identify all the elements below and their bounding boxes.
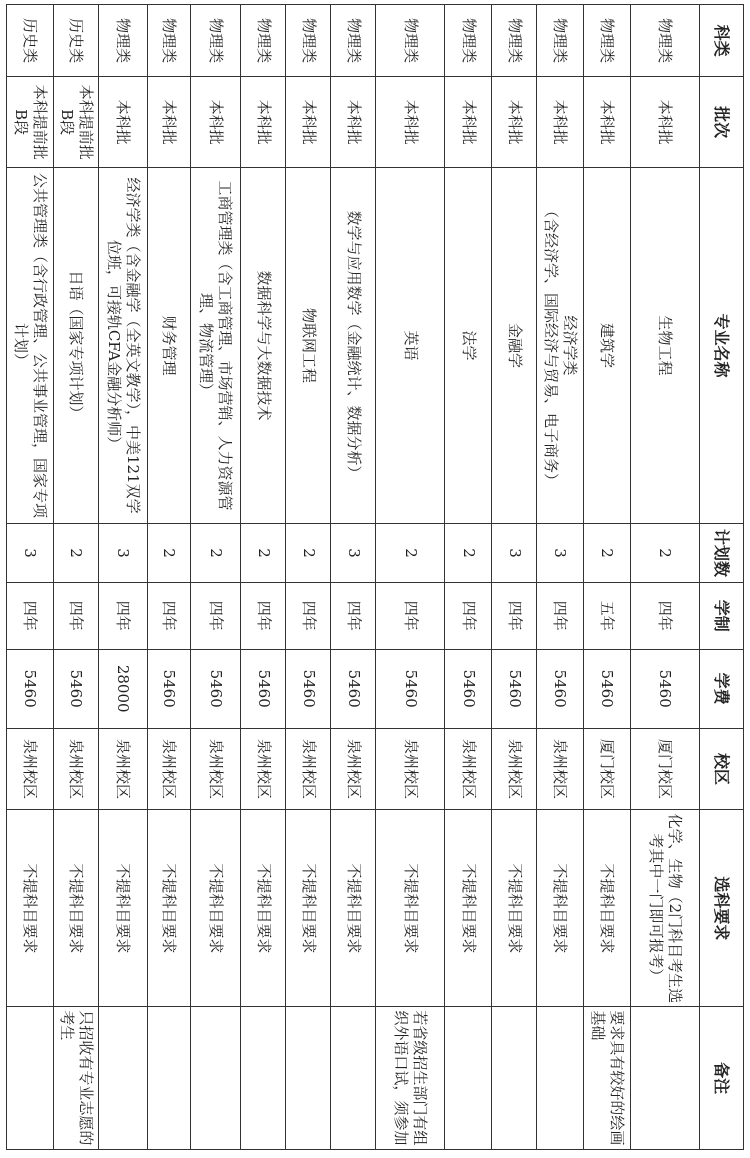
header-jihua: 计划数 (700, 524, 744, 583)
cell-jihua: 2 (286, 524, 331, 583)
cell-xuanke: 不提科目要求 (286, 810, 331, 1007)
cell-xuezhi: 四年 (492, 582, 537, 649)
cell-beizhu (241, 1007, 286, 1150)
cell-xiaoqu: 泉州校区 (331, 728, 376, 810)
cell-xuefei: 5460 (190, 649, 241, 728)
cell-xuezhi: 四年 (536, 582, 583, 649)
cell-beizhu (445, 1007, 492, 1150)
cell-xuanke: 不提科目要求 (190, 810, 241, 1007)
cell-xuefei: 5460 (286, 649, 331, 728)
cell-kelei: 物理类 (331, 5, 376, 77)
table-body (7, 5, 700, 1150)
cell-kelei: 物理类 (492, 5, 537, 77)
cell-xiaoqu: 泉州校区 (53, 728, 98, 810)
cell-xuanke: 不提科目要求 (375, 810, 444, 1007)
cell-pici: 本科批 (375, 77, 444, 167)
enrollment-plan-table (6, 4, 744, 1150)
cell-kelei: 物理类 (630, 5, 699, 77)
header-beizhu: 备注 (700, 1007, 744, 1150)
cell-jihua: 2 (375, 524, 444, 583)
cell-xuanke: 不提科目要求 (331, 810, 376, 1007)
cell-kelei: 物理类 (286, 5, 331, 77)
cell-beizhu (630, 1007, 699, 1150)
cell-xuefei: 5460 (492, 649, 537, 728)
cell-jihua: 3 (536, 524, 583, 583)
cell-xuezhi: 四年 (147, 582, 190, 649)
cell-pici: 本科批 (630, 77, 699, 167)
cell-pici: 本科批 (331, 77, 376, 167)
cell-beizhu (286, 1007, 331, 1150)
table-row (331, 5, 376, 1150)
cell-xuefei: 5460 (536, 649, 583, 728)
table-header-row (700, 5, 744, 1150)
cell-jihua: 3 (98, 524, 147, 583)
cell-jihua: 2 (445, 524, 492, 583)
cell-zhuanye: 财务管理 (147, 167, 190, 523)
cell-xuefei: 5460 (445, 649, 492, 728)
cell-pici: 本科批 (286, 77, 331, 167)
cell-zhuanye: 金融学 (492, 167, 537, 523)
table-row (98, 5, 147, 1150)
table-row (190, 5, 241, 1150)
table-row (53, 5, 98, 1150)
cell-pici: 本科提前批B段 (53, 77, 98, 167)
cell-jihua: 2 (583, 524, 630, 583)
cell-xiaoqu: 泉州校区 (536, 728, 583, 810)
cell-jihua: 2 (241, 524, 286, 583)
cell-xuezhi: 四年 (7, 582, 54, 649)
cell-xuefei: 5460 (53, 649, 98, 728)
cell-xuezhi: 四年 (190, 582, 241, 649)
cell-xuezhi: 四年 (53, 582, 98, 649)
cell-beizhu (147, 1007, 190, 1150)
cell-xiaoqu: 泉州校区 (375, 728, 444, 810)
cell-kelei: 物理类 (536, 5, 583, 77)
cell-jihua: 3 (7, 524, 54, 583)
table-row (241, 5, 286, 1150)
cell-xuezhi: 四年 (375, 582, 444, 649)
cell-jihua: 2 (190, 524, 241, 583)
header-kelei: 科类 (700, 5, 744, 77)
header-xuezhi: 学制 (700, 582, 744, 649)
cell-beizhu (190, 1007, 241, 1150)
cell-beizhu: 若省级招生部门有组织外语口试，须参加 (375, 1007, 444, 1150)
cell-pici: 本科批 (241, 77, 286, 167)
cell-kelei: 历史类 (53, 5, 98, 77)
cell-beizhu: 只招收有专业志愿的考生 (53, 1007, 98, 1150)
cell-kelei: 物理类 (375, 5, 444, 77)
cell-xiaoqu: 泉州校区 (98, 728, 147, 810)
cell-xuefei: 5460 (331, 649, 376, 728)
cell-xuefei: 5460 (375, 649, 444, 728)
header-xuefei: 学费 (700, 649, 744, 728)
table-row (492, 5, 537, 1150)
cell-pici: 本科批 (98, 77, 147, 167)
cell-xuezhi: 四年 (98, 582, 147, 649)
header-xiaoqu: 校区 (700, 728, 744, 810)
cell-kelei: 物理类 (147, 5, 190, 77)
cell-xuanke: 不提科目要求 (583, 810, 630, 1007)
cell-xuezhi: 四年 (445, 582, 492, 649)
cell-beizhu (492, 1007, 537, 1150)
cell-xiaoqu: 泉州校区 (445, 728, 492, 810)
cell-zhuanye: 数据科学与大数据技术 (241, 167, 286, 523)
cell-pici: 本科批 (147, 77, 190, 167)
cell-beizhu (98, 1007, 147, 1150)
cell-zhuanye: 法学 (445, 167, 492, 523)
cell-kelei: 物理类 (445, 5, 492, 77)
cell-zhuanye: 数学与应用数学（金融统计、数据分析） (331, 167, 376, 523)
cell-pici: 本科批 (583, 77, 630, 167)
cell-xuefei: 5460 (241, 649, 286, 728)
cell-zhuanye: 经济学类（含金融学（全英文教学），中美121双学位班，可接轨CFA金融分析师） (98, 167, 147, 523)
cell-zhuanye: 建筑学 (583, 167, 630, 523)
cell-xuanke: 不提科目要求 (445, 810, 492, 1007)
cell-xiaoqu: 泉州校区 (286, 728, 331, 810)
cell-jihua: 3 (492, 524, 537, 583)
table-row (147, 5, 190, 1150)
cell-xuefei: 5460 (7, 649, 54, 728)
cell-zhuanye: 工商管理类（含工商管理、市场营销、人力资源管理、物流管理） (190, 167, 241, 523)
cell-pici: 本科批 (536, 77, 583, 167)
table-row (445, 5, 492, 1150)
cell-zhuanye: 日语（国家专项计划） (53, 167, 98, 523)
cell-xiaoqu: 泉州校区 (190, 728, 241, 810)
cell-xuanke: 不提科目要求 (7, 810, 54, 1007)
cell-jihua: 2 (630, 524, 699, 583)
cell-xiaoqu: 泉州校区 (492, 728, 537, 810)
header-xuanke: 选科要求 (700, 810, 744, 1007)
cell-zhuanye: 英语 (375, 167, 444, 523)
cell-xuanke: 化学、生物（2门科目考生选考其中一门即可报考） (630, 810, 699, 1007)
cell-beizhu (7, 1007, 54, 1150)
cell-pici: 本科批 (190, 77, 241, 167)
cell-kelei: 物理类 (98, 5, 147, 77)
header-pici: 批次 (700, 77, 744, 167)
cell-xiaoqu: 厦门校区 (583, 728, 630, 810)
cell-xuefei: 5460 (630, 649, 699, 728)
cell-kelei: 物理类 (241, 5, 286, 77)
cell-pici: 本科批 (445, 77, 492, 167)
cell-xuefei: 5460 (147, 649, 190, 728)
cell-xuefei: 5460 (583, 649, 630, 728)
table-row (286, 5, 331, 1150)
cell-pici: 本科提前批B段 (7, 77, 54, 167)
cell-beizhu (331, 1007, 376, 1150)
cell-jihua: 2 (53, 524, 98, 583)
cell-xiaoqu: 泉州校区 (7, 728, 54, 810)
cell-xuezhi: 五年 (583, 582, 630, 649)
cell-kelei: 物理类 (583, 5, 630, 77)
cell-kelei: 物理类 (190, 5, 241, 77)
cell-beizhu: 要求具有较好的绘画基础 (583, 1007, 630, 1150)
cell-jihua: 3 (331, 524, 376, 583)
header-zhuanye: 专业名称 (700, 167, 744, 523)
table-row (630, 5, 699, 1150)
table-row (536, 5, 583, 1150)
cell-xiaoqu: 厦门校区 (630, 728, 699, 810)
table-row (7, 5, 54, 1150)
cell-xiaoqu: 泉州校区 (147, 728, 190, 810)
cell-beizhu (536, 1007, 583, 1150)
table-row (583, 5, 630, 1150)
cell-xuanke: 不提科目要求 (98, 810, 147, 1007)
cell-zhuanye: 经济学类 （含经济学、国际经济与贸易、电子商务） (536, 167, 583, 523)
cell-xuanke: 不提科目要求 (147, 810, 190, 1007)
cell-xuezhi: 四年 (331, 582, 376, 649)
cell-kelei: 历史类 (7, 5, 54, 77)
cell-zhuanye: 物联网工程 (286, 167, 331, 523)
cell-zhuanye: 公共管理类（含行政管理、公共事业管理，国家专项计划） (7, 167, 54, 523)
cell-zhuanye: 生物工程 (630, 167, 699, 523)
cell-xuanke: 不提科目要求 (241, 810, 286, 1007)
cell-pici: 本科批 (492, 77, 537, 167)
cell-xuanke: 不提科目要求 (492, 810, 537, 1007)
cell-xuezhi: 四年 (286, 582, 331, 649)
cell-xuanke: 不提科目要求 (53, 810, 98, 1007)
table-row (375, 5, 444, 1150)
cell-xuanke: 不提科目要求 (536, 810, 583, 1007)
cell-xiaoqu: 泉州校区 (241, 728, 286, 810)
cell-jihua: 2 (147, 524, 190, 583)
cell-xuezhi: 四年 (630, 582, 699, 649)
cell-xuefei: 28000 (98, 649, 147, 728)
cell-xuezhi: 四年 (241, 582, 286, 649)
